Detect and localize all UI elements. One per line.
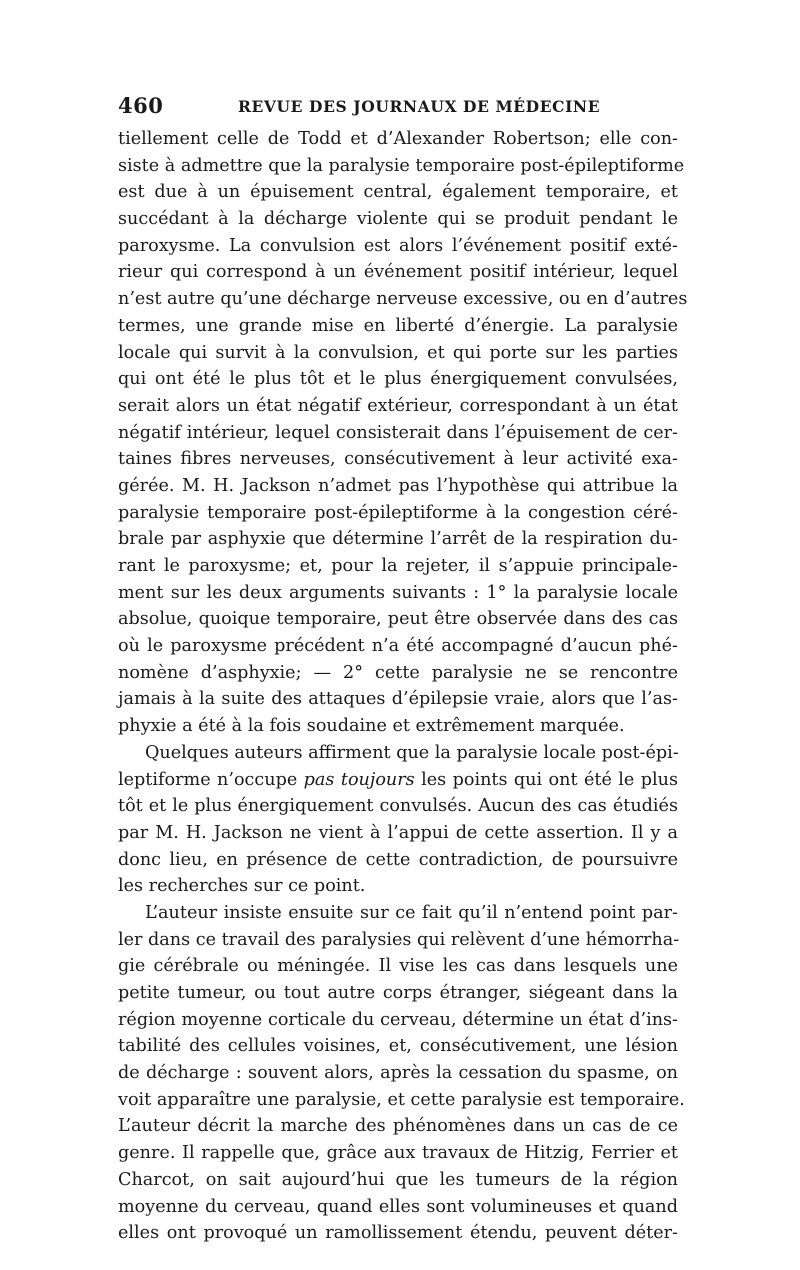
text-line: gérée. M. H. Jackson n’admet pas l’hypothèse qui attribue la <box>118 475 678 496</box>
emphasis-text: pas toujours <box>303 769 415 790</box>
text-line: qui ont été le plus tôt et le plus énergiquement convulsées, <box>118 369 678 390</box>
text-line: tiellement celle de Todd et d’Alexander Robertson; elle con- <box>118 129 678 149</box>
text-line: tôt et le plus énergiquement convulsés. Aucun des cas étudiés <box>118 796 678 817</box>
text-line: succédant à la décharge violente qui se produit pendant le <box>118 209 678 230</box>
text-line: négatif intérieur, lequel consisterait dans l’épuisement de cer- <box>118 422 678 443</box>
paragraph-3 <box>118 900 685 1247</box>
running-head: REVUE DES JOURNAUX DE MÉDECINE <box>238 97 601 116</box>
text-line: par M. H. Jackson ne vient à l’appui de cette assertion. Il y a <box>118 822 678 843</box>
text-line: taines fibres nerveuses, consécutivement à leur activité exa- <box>118 449 678 470</box>
text-line: de décharge : souvent alors, après la cessation du spasme, on <box>118 1063 678 1084</box>
text-line: les recherches sur ce point. <box>118 876 366 897</box>
paragraph-2 <box>118 740 678 900</box>
text-line: locale qui survit à la convulsion, et qui porte sur les parties <box>118 342 678 363</box>
text-line: jamais à la suite des attaques d’épilepsie vraie, alors que l’as- <box>118 689 678 710</box>
text-line: termes, une grande mise en liberté d’énergie. La paralysie <box>118 315 678 336</box>
text-line: paralysie temporaire post-épileptiforme à la congestion céré- <box>118 502 678 523</box>
text-line: gie cérébrale ou méningée. Il vise les cas dans lesquels une <box>118 956 678 977</box>
text-line: L’auteur insiste ensuite sur ce fait qu’il n’entend point par- <box>145 902 678 923</box>
text-line: où le paroxysme précédent n’a été accompagné d’aucun phé- <box>118 636 678 657</box>
text-line: phyxie a été à la fois soudaine et extrêmement marquée. <box>118 716 625 737</box>
text-line: région moyenne corticale du cerveau, détermine un état d’ins- <box>118 1009 678 1030</box>
text-line: brale par asphyxie que détermine l’arrêt de la respiration du- <box>118 529 678 550</box>
text-line: absolue, quoique temporaire, peut être observée dans des cas <box>118 609 678 630</box>
page-number: 460 <box>118 93 164 118</box>
article-body <box>118 126 688 1247</box>
text-line: rant le paroxysme; et, pour la rejeter, il s’appuie principale- <box>118 556 678 576</box>
text-line: serait alors un état négatif extérieur, correspondant à un état <box>118 395 678 416</box>
paragraph-1 <box>118 126 688 740</box>
text-line: nomène d’asphyxie; — 2° cette paralysie ne se rencontre <box>118 662 678 683</box>
text-line: ler dans ce travail des paralysies qui relèvent d’une hémorrha- <box>118 929 680 950</box>
text-line <box>118 767 678 794</box>
text-line: voit apparaître une paralysie, et cette paralysie est temporaire. <box>118 1089 685 1110</box>
text-line: est due à un épuisement central, également temporaire, et <box>118 182 678 203</box>
text-line: genre. Il rappelle que, grâce aux travaux de Hitzig, Ferrier et <box>118 1143 678 1164</box>
text-line: tabilité des cellules voisines, et, consécutivement, une lésion <box>118 1036 678 1057</box>
text-line: Quelques auteurs affirment que la paralysie locale post-épi- <box>145 742 679 763</box>
text-span: les points qui ont été le plus <box>414 769 678 790</box>
page-header <box>118 93 680 121</box>
text-line: donc lieu, en présence de cette contradiction, de poursuivre <box>118 849 678 870</box>
text-line: moyenne du cerveau, quand elles sont volumineuses et quand <box>118 1196 678 1217</box>
text-line: L’auteur décrit la marche des phénomènes dans un cas de ce <box>118 1116 678 1137</box>
text-span: leptiforme n’occupe <box>118 769 304 790</box>
text-line: siste à admettre que la paralysie temporaire post-épileptiforme <box>118 155 685 176</box>
text-line: n’est autre qu’une décharge nerveuse excessive, ou en d’autres <box>118 289 688 310</box>
text-line: paroxysme. La convulsion est alors l’événement positif exté- <box>118 235 678 256</box>
text-line: petite tumeur, ou tout autre corps étranger, siégeant dans la <box>118 983 678 1003</box>
text-line: rieur qui correspond à un événement positif intérieur, lequel <box>118 262 678 283</box>
text-line: ment sur les deux arguments suivants : 1° la paralysie locale <box>118 582 678 603</box>
text-line: Charcot, on sait aujourd’hui que les tumeurs de la région <box>118 1169 678 1190</box>
text-line: elles ont provoqué un ramollissement étendu, peuvent déter- <box>118 1223 678 1244</box>
